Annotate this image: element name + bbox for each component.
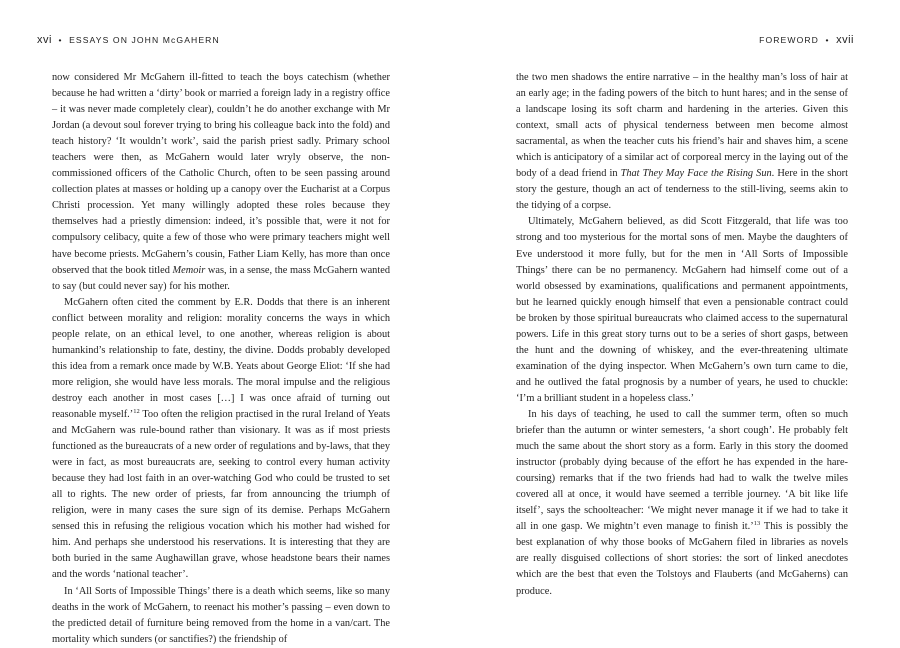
text-run: was, in a sense, the mass McGahern wanted to say (but could never say) for his mother. (52, 264, 390, 292)
text-run: In ‘All Sorts of Impossible Things’ there is a death which seems, like so many deaths in the work of McGahern, to reenact his mother’s passing – even down to the predicted detail of furniture being removed from the home in a van/cart. The mortality which sunders (or sanctifies?) the friendship of (52, 585, 390, 645)
page-number: xvii (836, 34, 854, 46)
footnote-ref: 12 (133, 407, 140, 415)
running-header (759, 34, 854, 46)
right-page (450, 0, 900, 618)
text-run: now considered Mr McGahern ill-fitted to teach the boys catechism (whether because he had written a ‘dirty’ book or married a foreign lady in a registry office – it was never made completely clear), couldn’t he do another exchange with Mr Jordan (a devout soul forever trying to bring his colleague back into the fold) and teach history? ‘It wouldn’t work’, said the parish priest sadly. Primary school teachers were then, as McGahern would later wryly observe, the non-commissioned officers of the Catholic Church, often to be seen passing around collection plates at masses or holding up a canopy over the Eucharist at a Corpus Christi procession. Yet many willingly adopted these roles because they themselves had a priestly dimension: indeed, it’s possible that, were it not for compulsory celibacy, quite a few of those who were primary teachers might well have become priests. McGahern’s cousin, Father Liam Kelly, has more than once observed that the book titled (52, 72, 390, 276)
text-run: In his days of teaching, he used to call the summer term, often so much briefer than the autumn or winter semesters, ‘a short cough’. He probably felt much the same about the short story as a form. Early in this story the doomed instructor (probably dying because of the effort he has expended in the hare-coursing) remarks that if the two friends had had to walk the twelve miles covered all at once, it would have seemed a terrible journey. ‘A bit like life itself’, says the schoolteacher: ‘We might never manage it if we had to take it all in one gasp. We mightn’t even manage to finish it.’ (516, 408, 848, 533)
paragraph (52, 70, 390, 295)
left-page (0, 0, 450, 645)
text-run: . Here in the short story the gesture, though an act of tenderness to the still-living, seems akin to the tidying of a corpse. (516, 168, 848, 212)
running-header (37, 34, 220, 46)
body-text (516, 70, 848, 600)
running-title: FOREWORD (759, 35, 819, 45)
text-run: the two men shadows the entire narrative – in the healthy man’s loss of hair at an early age; in the fading powers of the bitch to hunt hares; and in the sense of a landscape losing its soft charm and hardening in the arteries. Given this context, small acts of physical tenderness between men become almost sacramental, as when the teacher cuts his friend’s hair and shaves him, a scene which is anticipatory of a similar act of corporeal mercy in the laying out of the body of a dead friend in (516, 72, 848, 180)
separator-dot: • (825, 35, 830, 45)
running-title: ESSAYS ON JOHN McGAHERN (69, 35, 220, 45)
footnote-ref: 13 (753, 520, 761, 528)
italic-title: That They May Face the Rising Sun (620, 168, 772, 180)
italic-title: Memoir (172, 264, 206, 276)
paragraph (516, 407, 848, 600)
text-run: This is possibly the best explanation of why those books of McGahern filed in libraries as novels are really disguised collections of short stories: the sort of linked anecdotes which are the best that even the Tolstoys and Flauberts (and McGaherns) can produce. (516, 521, 848, 597)
text-run: Ultimately, McGahern believed, as did Scott Fitzgerald, that life was too strong and too mysterious for the mortal sons of men. Maybe the daughters of Eve understood it more fully, but for the men in ‘All Sorts of Impossible Things’ there can be no permanency. McGahern had himself come out of a world obsessed by examinations, qualifications and permanent appointments, but he learned quickly enough himself that even a pensionable contract could be broken by those spiritual bureaucrats who claimed access to the supernatural powers. Life in this great story turns out to be a series of short gasps, between the hunt and the downing of whiskey, and the ever-threatening ultimate examination of the dying inspector. When McGahern’s own turn came to die, and he outlived the fatal prognosis by a number of years, he used to chuckle: ‘I’m a brilliant student in a hopeless class.’ (516, 216, 848, 404)
paragraph (52, 584, 390, 648)
separator-dot: • (58, 35, 63, 45)
body-text (52, 70, 390, 648)
paragraph (516, 70, 848, 214)
paragraph (516, 214, 848, 407)
text-run: Too often the religion practised in the rural Ireland of Yeats and McGahern was rule-bound rather than visionary. It was as if most priests functioned as the bureaucrats of a new order of regulations and by-laws, that they were in fact, as most bureaucrats are, seeking to control every human activity because they had lost faith in an over-watching God who could be trusted to set all to rights. The new order of priests, far from announcing the triumph of religion, were in many cases the sure sign of its demise. Perhaps McGahern sensed this in refusing the religious vocation which his mother had wished for him. And perhaps she understood his reservations. It is interesting that they are both buried in the same Aughawillan grave, whose headstone bears their names and the words ‘national teacher’. (52, 408, 390, 581)
text-run: McGahern often cited the comment by E.R. Dodds that there is an inherent conflict between morality and religion: morality concerns the ways in which people relate, on an ethical level, to one another, whereas religion is about humankind’s relationship to fate, destiny, the divine. Dodds probably developed this idea from a remark once made by W.B. Yeats about George Eliot: ‘If she had more religion, she would have less morals. The moral impulse and the religious destroy each another in most cases […] I was once afraid of turning out reasonable myself.’ (52, 296, 390, 420)
paragraph (52, 295, 390, 584)
page-number: xvi (37, 34, 52, 46)
